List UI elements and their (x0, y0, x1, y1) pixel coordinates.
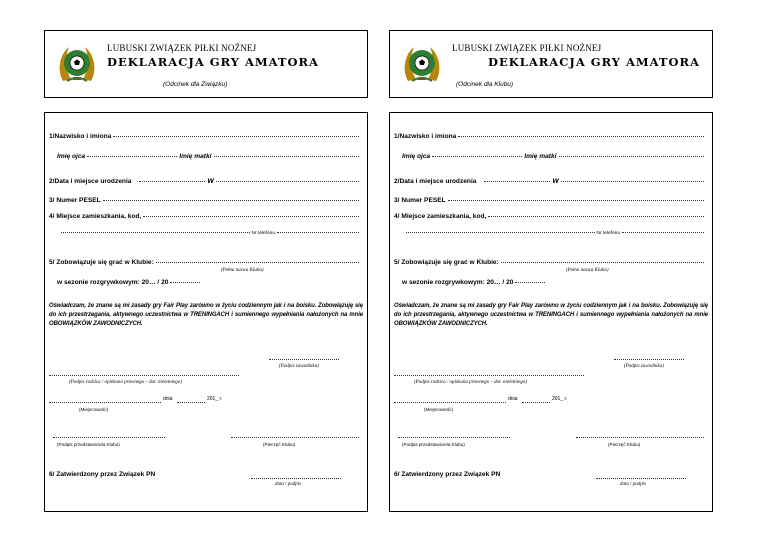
club-rep-signature-line[interactable] (398, 437, 510, 438)
club-label: 5/ Zobowiązuje się grać w Klubie: (49, 259, 154, 266)
organization-name: LUBUSKI ZWIĄZEK PIŁKI NOŻNEJ (107, 43, 257, 53)
birth-w-label: w (552, 176, 559, 185)
football-crest-icon (402, 41, 442, 85)
parent-signature-line[interactable] (49, 375, 239, 376)
father-input-line[interactable] (432, 156, 522, 157)
father-input-line[interactable] (87, 156, 177, 157)
approval-label: 6/ Zatwierdzony przez Związek PN (49, 471, 156, 478)
club-stamp-label: (Pieczęć Klubu) (608, 442, 641, 447)
approval-label: 6/ Zatwierdzony przez Związek PN (394, 471, 501, 478)
mother-input-line[interactable] (559, 156, 705, 157)
father-label: Imię ojca (57, 153, 86, 160)
place-input-line[interactable] (394, 402, 506, 403)
player-signature-line[interactable] (269, 359, 339, 360)
mother-label: Imię matki (179, 153, 212, 160)
name-field-row[interactable] (394, 133, 706, 140)
approval-row (49, 471, 155, 478)
birth-w-label: w (207, 176, 214, 185)
form-header (389, 30, 713, 98)
declaration-copy-union (44, 0, 368, 543)
parents-field-row[interactable] (57, 153, 361, 160)
address-input-line[interactable] (143, 216, 359, 217)
form-title: DEKLARACJA GRY AMATORA (107, 55, 319, 69)
copy-designation: (Odcinek dla Związku) (163, 81, 228, 88)
form-title: DEKLARACJA GRY AMATORA (488, 55, 700, 69)
phone-input-line[interactable] (622, 232, 704, 233)
approval-date-signature-label: data / podpis (275, 482, 302, 487)
address-cont-line[interactable] (61, 232, 250, 233)
name-label: 1/Nazwisko i imiona (49, 133, 112, 140)
club-label: 5/ Zobowiązuje się grać w Klubie: (394, 259, 499, 266)
birth-date-line[interactable] (484, 181, 550, 182)
address-field-row[interactable] (49, 213, 361, 220)
football-crest-icon (57, 41, 97, 85)
approval-date-signature-label: data / podpis (620, 482, 647, 487)
birth-field-row[interactable] (394, 176, 706, 185)
birth-place-line[interactable] (561, 181, 704, 182)
name-label: 1/Nazwisko i imiona (394, 133, 457, 140)
name-field-row[interactable] (49, 133, 361, 140)
club-rep-signature-label: (Podpis przedstawiciela Klubu) (402, 442, 465, 447)
address-label: 4/ Miejsce zamieszkania, kod, (394, 213, 487, 220)
club-stamp-label: (Pieczęć Klubu) (263, 442, 296, 447)
approval-signature-line[interactable] (596, 478, 686, 479)
phone-field-row[interactable] (404, 231, 706, 236)
season-input-line[interactable] (515, 282, 545, 283)
birth-date-line[interactable] (139, 181, 205, 182)
pesel-input-line[interactable] (103, 200, 359, 201)
fair-play-declaration: Oświadczam, że znane są mi zasady gry Fair Play zarówno w życiu codziennym jak i na boisku. Zobowiązuję się do ich przestrzegania, aktywnego uczestnictwa w TRENINGACH i sumiennego wypełniania nałożonych na mnie OBOWIĄZKÓW ZAWODNICZYCH. (394, 303, 708, 327)
pesel-field-row[interactable] (49, 197, 361, 204)
fair-play-declaration: Oświadczam, że znane są mi zasady gry Fair Play zarówno w życiu codziennym jak i na boisku. Zobowiązuję się do ich przestrzegania, aktywnego uczestnictwa w TRENINGACH i sumiennego wypełniania nałożonych na mnie OBOWIĄZKÓW ZAWODNICZYCH. (49, 303, 363, 327)
season-field-row[interactable] (402, 279, 547, 286)
place-input-line[interactable] (49, 402, 161, 403)
date-dnia-label: dnia (163, 396, 173, 402)
pesel-label: 3/ Numer PESEL (49, 197, 101, 204)
father-label: Imię ojca (402, 153, 431, 160)
date-dnia-label: dnia (508, 396, 518, 402)
mother-label: Imię matki (524, 153, 557, 160)
club-rep-signature-line[interactable] (53, 437, 165, 438)
parents-field-row[interactable] (402, 153, 706, 160)
birth-field-row[interactable] (49, 176, 361, 185)
club-input-line[interactable] (501, 262, 704, 263)
organization-name: LUBUSKI ZWIĄZEK PIŁKI NOŻNEJ (452, 43, 602, 53)
phone-label: Nr telefonu (251, 231, 275, 236)
name-input-line[interactable] (113, 136, 359, 137)
birth-place-line[interactable] (216, 181, 359, 182)
player-signature-label: (Podpis zawodnika) (624, 364, 664, 369)
declaration-form (389, 112, 713, 512)
season-label: w sezonie rozgrywkowym: 20… / 20 (402, 279, 514, 286)
approval-row (394, 471, 500, 478)
copy-designation: (Odcinek dla Klubu) (456, 81, 514, 88)
form-header (44, 30, 368, 98)
parent-signature-label: (Podpis rodzica / opiekuna prawnego – dot. nieletniego) (414, 380, 527, 385)
approval-signature-line[interactable] (251, 478, 341, 479)
player-signature-label: (Podpis zawodnika) (279, 364, 319, 369)
season-input-line[interactable] (170, 282, 200, 283)
declaration-form (44, 112, 368, 512)
pesel-label: 3/ Numer PESEL (394, 197, 446, 204)
club-stamp-line[interactable] (231, 437, 359, 438)
club-field-row[interactable] (49, 259, 361, 266)
pesel-field-row[interactable] (394, 197, 706, 204)
date-year-label: 201_ r. (207, 396, 223, 402)
club-input-line[interactable] (156, 262, 359, 263)
club-hint: (Pełna nazwa Klubu) (221, 268, 264, 273)
phone-input-line[interactable] (277, 232, 359, 233)
club-stamp-line[interactable] (576, 437, 704, 438)
phone-field-row[interactable] (59, 231, 361, 236)
phone-label: Nr telefonu (596, 231, 620, 236)
address-field-row[interactable] (394, 213, 706, 220)
address-label: 4/ Miejsce zamieszkania, kod, (49, 213, 142, 220)
parent-signature-line[interactable] (394, 375, 584, 376)
date-input-line[interactable] (522, 402, 550, 403)
season-field-row[interactable] (57, 279, 202, 286)
club-hint: (Pełna nazwa Klubu) (566, 268, 609, 273)
date-input-line[interactable] (177, 402, 205, 403)
name-input-line[interactable] (458, 136, 704, 137)
declaration-copy-club (389, 0, 713, 543)
player-signature-line[interactable] (614, 359, 684, 360)
pesel-input-line[interactable] (448, 200, 704, 201)
place-label: (Miejscowość) (424, 407, 454, 412)
address-cont-line[interactable] (406, 232, 595, 233)
club-rep-signature-label: (Podpis przedstawiciela Klubu) (57, 442, 120, 447)
club-field-row[interactable] (394, 259, 706, 266)
place-label: (Miejscowość) (79, 407, 109, 412)
season-label: w sezonie rozgrywkowym: 20… / 20 (57, 279, 169, 286)
parent-signature-label: (Podpis rodzica / opiekuna prawnego – dot. nieletniego) (69, 380, 182, 385)
birth-label: 2/Data i miejsce urodzenia (394, 178, 477, 185)
birth-label: 2/Data i miejsce urodzenia (49, 178, 132, 185)
address-input-line[interactable] (488, 216, 704, 217)
date-year-label: 201_ r. (552, 396, 568, 402)
mother-input-line[interactable] (214, 156, 360, 157)
